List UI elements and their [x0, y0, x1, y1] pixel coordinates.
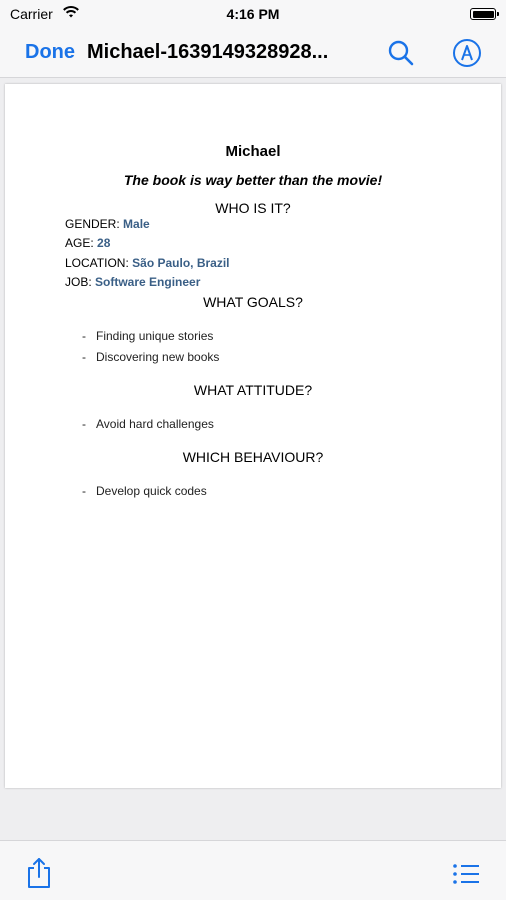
section-heading-behaviour: WHICH BEHAVIOUR? — [182, 449, 324, 465]
carrier-label: Carrier — [10, 6, 53, 22]
field-value: Software Engineer — [95, 275, 201, 289]
list-item-text: Avoid hard challenges — [96, 417, 214, 431]
field-label: LOCATION: — [65, 256, 129, 270]
section-heading-who: WHO IS IT? — [215, 200, 291, 216]
bullet-marker: - — [82, 350, 86, 364]
list-item-attitude — [82, 417, 214, 431]
list-item-text: Finding unique stories — [96, 329, 214, 343]
list-item-text: Discovering new books — [96, 350, 220, 364]
persona-quote: The book is way better than the movie! — [123, 172, 383, 188]
document-title: Michael-1639149328928... — [87, 41, 329, 63]
field-label: GENDER: — [65, 217, 120, 231]
markup-pen-icon[interactable] — [452, 38, 482, 68]
status-bar — [0, 0, 506, 28]
list-item-text: Develop quick codes — [96, 484, 207, 498]
list-item-goal — [82, 329, 213, 343]
field-value: 28 — [97, 236, 111, 250]
field-age — [65, 236, 110, 250]
field-gender — [65, 217, 150, 231]
done-button[interactable]: Done — [25, 41, 75, 63]
search-icon[interactable] — [387, 39, 415, 67]
field-value: São Paulo, Brazil — [132, 256, 230, 270]
list-item-behaviour — [82, 484, 207, 498]
bullet-marker: - — [82, 329, 86, 343]
bullet-marker: - — [82, 484, 86, 498]
field-label: JOB: — [65, 275, 92, 289]
status-time: 4:16 PM — [226, 6, 280, 22]
field-location — [65, 256, 230, 270]
field-value: Male — [123, 217, 150, 231]
pdf-page — [5, 84, 501, 788]
persona-name: Michael — [225, 143, 281, 160]
bottom-toolbar — [0, 840, 506, 900]
list-icon[interactable] — [452, 862, 480, 886]
section-heading-attitude: WHAT ATTITUDE? — [193, 382, 313, 398]
list-item-goal — [82, 350, 219, 364]
field-job — [65, 275, 200, 289]
bullet-marker: - — [82, 417, 86, 431]
field-label: AGE: — [65, 236, 94, 250]
section-heading-goals: WHAT GOALS? — [203, 294, 303, 310]
battery-icon — [470, 8, 496, 20]
share-icon[interactable] — [26, 857, 52, 889]
navigation-bar — [0, 28, 506, 78]
